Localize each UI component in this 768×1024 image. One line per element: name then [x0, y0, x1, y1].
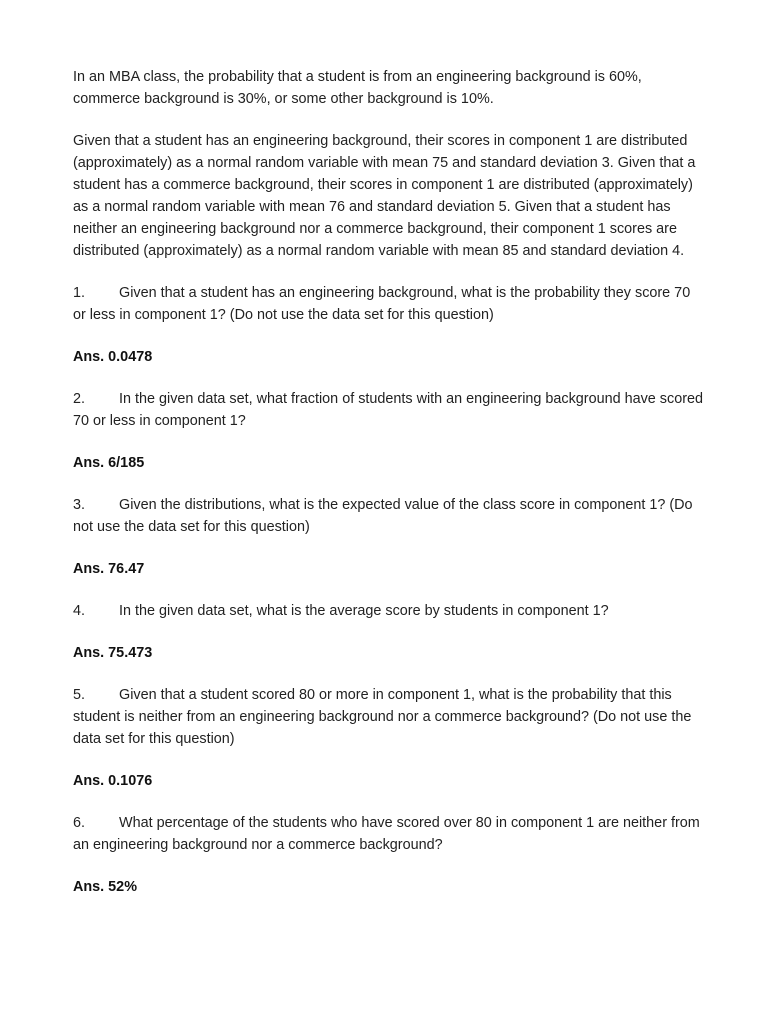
answer-3: Ans. 76.47: [73, 561, 145, 577]
question-number: 2.: [73, 391, 86, 407]
question-2: [73, 388, 703, 432]
question-text: Given the distributions, what is the expected value of the class score in component 1? (Do not use the data set for this question): [73, 497, 693, 535]
question-number: 6.: [73, 815, 86, 831]
question-text: In the given data set, what is the average score by students in component 1?: [119, 603, 609, 619]
question-number: 4.: [73, 603, 86, 619]
intro-paragraph-1: In an MBA class, the probability that a student is from an engineering background is 60%, commerce background is 30%, or some other background is 10%.: [73, 69, 642, 107]
intro-paragraph-2: Given that a student has an engineering background, their scores in component 1 are distributed (approximately) as a normal random variable with mean 75 and standard deviation 3. Given that a student has a commerce background, their scores in component 1 are distributed (approximately) as a normal random variable with mean 76 and standard deviation 5. Given that a student has neither an engineering background nor a commerce background, their component 1 scores are distributed (approximately) as a normal random variable with mean 85 and standard deviation 4.: [73, 133, 696, 259]
answer-2: Ans. 6/185: [73, 455, 145, 471]
question-4: [73, 600, 703, 622]
answer-5: Ans. 0.1076: [73, 773, 153, 789]
question-6: [73, 812, 703, 856]
question-number: 3.: [73, 497, 86, 513]
answer-4: Ans. 75.473: [73, 645, 153, 661]
question-text: Given that a student has an engineering background, what is the probability they score 70 or less in component 1? (Do not use the data set for this question): [73, 285, 691, 323]
question-number: 1.: [73, 285, 86, 301]
question-number: 5.: [73, 687, 86, 703]
document-body: [73, 66, 703, 918]
question-5: [73, 684, 703, 750]
question-text: Given that a student scored 80 or more in component 1, what is the probability that this student is neither from an engineering background nor a commerce background? (Do not use the data set for this question): [73, 687, 692, 747]
answer-1: Ans. 0.0478: [73, 349, 153, 365]
answer-6: Ans. 52%: [73, 879, 137, 895]
question-text: What percentage of the students who have scored over 80 in component 1 are neither from an engineering background nor a commerce background?: [73, 815, 700, 853]
question-3: [73, 494, 703, 538]
question-1: [73, 282, 703, 326]
question-text: In the given data set, what fraction of students with an engineering background have scored 70 or less in component 1?: [73, 391, 703, 429]
